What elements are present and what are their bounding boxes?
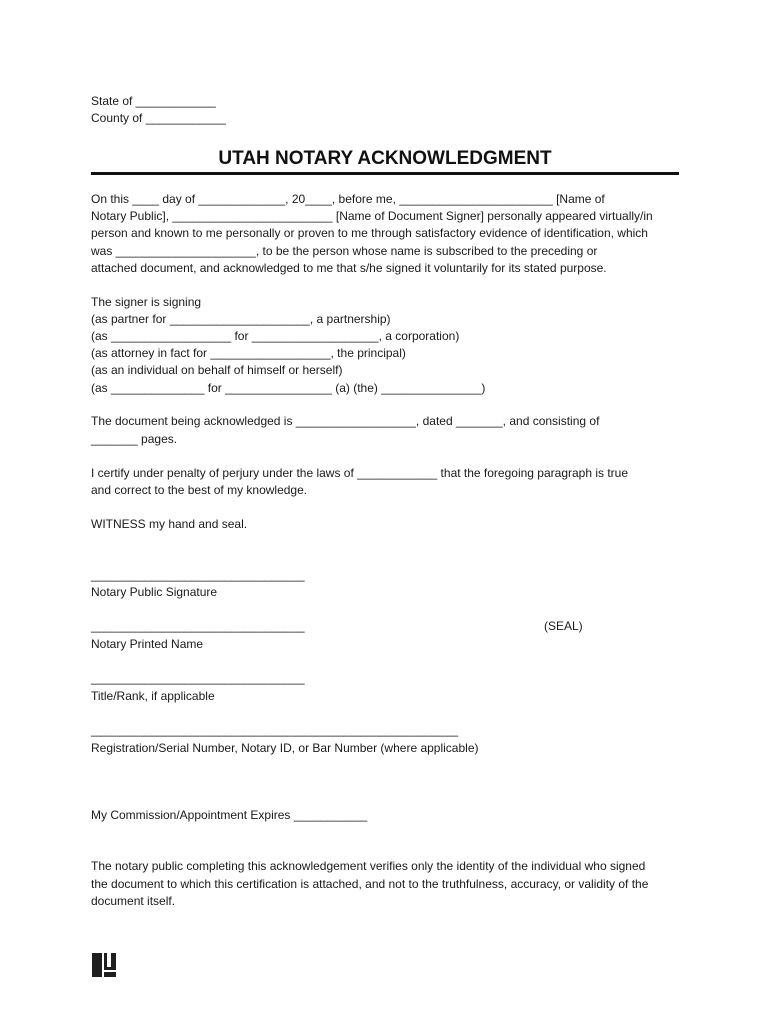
certify-line: I certify under penalty of perjury under the laws of ____________ that the foregoing paragraph is true [91, 466, 629, 480]
disclaimer-line: the document to which this certification is attached, and not to the truthfulness, accuracy, or validity of the [91, 877, 649, 891]
registration-line: _______________________________________________________ [91, 723, 459, 737]
disclaimer-line: The notary public completing this acknowledgement verifies only the identity of the individual who signed [91, 859, 646, 873]
printed-name-line: ________________________________ [91, 619, 305, 633]
seal-label: (SEAL) [544, 619, 583, 633]
certify-line: and correct to the best of my knowledge. [91, 483, 308, 497]
legal-templates-logo-icon [91, 952, 117, 978]
capacity-option: (as __________________ for ___________________, a corporation) [91, 329, 460, 343]
capacity-option: (as partner for _____________________, a partnership) [91, 312, 391, 326]
signature-line: ________________________________ [91, 568, 305, 582]
intro-line: attached document, and acknowledged to me that s/he signed it voluntarily for its stated purpose. [91, 261, 607, 275]
county-line: County of ____________ [91, 111, 226, 125]
document-title: UTAH NOTARY ACKNOWLEDGMENT [218, 148, 552, 169]
registration-label: Registration/Serial Number, Notary ID, or Bar Number (where applicable) [91, 741, 479, 755]
capacity-option: (as attorney in fact for __________________, the principal) [91, 346, 406, 360]
intro-line: was _____________________, to be the person whose name is subscribed to the preceding or [91, 244, 598, 258]
intro-line: Notary Public], ________________________ [Name of Document Signer] personally appeared virtually/in [91, 209, 653, 223]
title-rank-label: Title/Rank, if applicable [91, 689, 215, 703]
intro-line: person and known to me personally or proven to me through satisfactory evidence of identification, which [91, 226, 648, 240]
title-divider [91, 172, 679, 175]
printed-name-label: Notary Printed Name [91, 637, 204, 651]
witness-line: WITNESS my hand and seal. [91, 517, 248, 531]
capacity-option: (as ______________ for ________________ (a) (the) _______________) [91, 381, 486, 395]
capacity-option: (as an individual on behalf of himself or herself) [91, 363, 343, 377]
description-line: _______ pages. [91, 432, 178, 446]
capacity-heading: The signer is signing [91, 295, 202, 309]
intro-line: On this ____ day of _____________, 20____, before me, _______________________ [Name of [91, 192, 605, 206]
title-rank-line: ________________________________ [91, 671, 305, 685]
disclaimer-line: document itself. [91, 894, 176, 908]
description-line: The document being acknowledged is __________________, dated _______, and consisting of [91, 414, 600, 428]
signature-label: Notary Public Signature [91, 585, 218, 599]
state-line: State of ____________ [91, 94, 216, 108]
commission-expiry-line: My Commission/Appointment Expires ___________ [91, 808, 368, 822]
